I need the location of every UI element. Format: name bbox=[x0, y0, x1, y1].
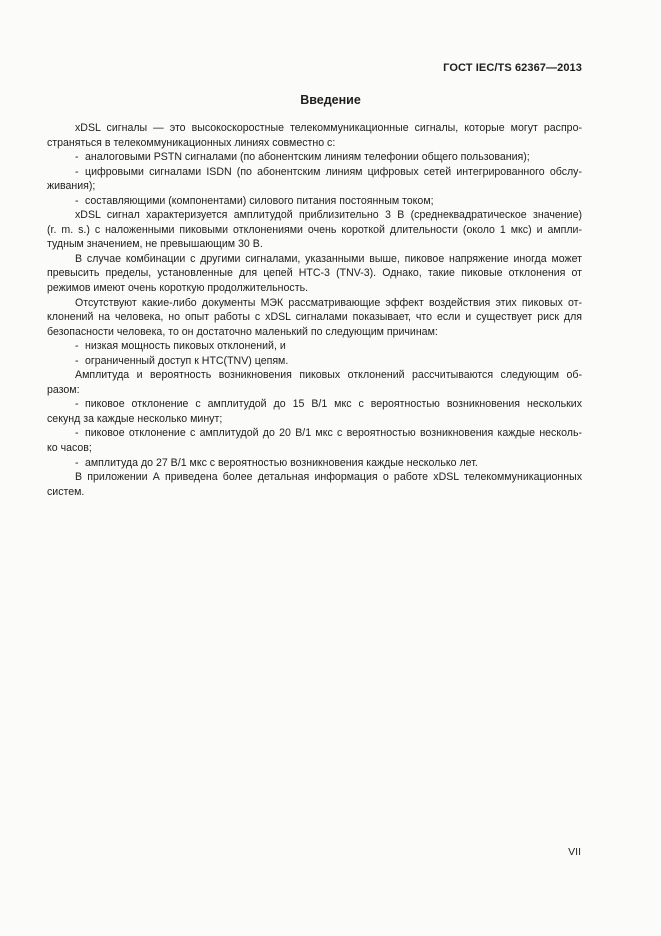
list-item bbox=[47, 339, 582, 354]
standard-designation: ГОСТ IEC/TS 62367—2013 bbox=[443, 62, 582, 74]
list-item-text: низкая мощность пиковых отклонений, и bbox=[85, 340, 286, 353]
list-item bbox=[47, 456, 582, 471]
text-line: безопасности человека, то он достаточно маленький по следующим причинам: bbox=[47, 325, 438, 338]
list-item-text: составляющими (компонентами) силового питания постоянным током; bbox=[85, 194, 434, 207]
text-line: В приложении А приведена более детальная информация о работе xDSL телекоммуникационных bbox=[75, 471, 582, 484]
text-line: (r. m. s.) с наложенными пиковыми отклонениями очень короткой длительности (около 1 мкс) и ампли- bbox=[47, 223, 582, 236]
list-item-text: аналоговыми PSTN сигналами (по абонентским линиям телефонии общего пользования); bbox=[85, 151, 530, 164]
document-body bbox=[47, 121, 582, 499]
text-line: тудным значением, не превышающим 30 В. bbox=[47, 238, 263, 251]
list-item bbox=[47, 397, 582, 412]
bullet-dash: - bbox=[75, 340, 79, 353]
text-line: xDSL сигнал характеризуется амплитудой приблизительно 3 В (среднеквадратическое значение) bbox=[75, 209, 582, 222]
text-line: Отсутствуют какие-либо документы МЭК рассматривающие эффект воздействия этих пиковых от- bbox=[75, 296, 582, 309]
bullet-dash: - bbox=[75, 456, 79, 469]
text-line: систем. bbox=[47, 485, 85, 498]
list-item bbox=[47, 354, 582, 369]
list-item-text: пиковое отклонение с амплитудой до 20 В/1 мкс с вероятностью возникновения каждые несколь- bbox=[85, 427, 582, 440]
bullet-dash: - bbox=[75, 165, 79, 178]
text-line: клонений на человека, но опыт работы с xDSL сигналами показывает, что если и существует риск для bbox=[47, 311, 582, 324]
bullet-dash: - bbox=[75, 151, 79, 164]
list-item-text: ограниченный доступ к НТС(TNV) цепям. bbox=[85, 354, 289, 367]
list-item bbox=[47, 426, 582, 441]
text-line: ко часов; bbox=[47, 442, 92, 455]
text-line: разом: bbox=[47, 383, 80, 396]
bullet-dash: - bbox=[75, 354, 79, 367]
text-line: страняться в телекоммуникационных линиях совместно с: bbox=[47, 136, 336, 149]
text-line: секунд за каждые несколько минут; bbox=[47, 412, 223, 425]
section-title: Введение bbox=[300, 93, 361, 107]
text-line: Амплитуда и вероятность возникновения пиковых отклонений рассчитываются следующим об- bbox=[75, 369, 582, 382]
text-line: В случае комбинации с другими сигналами, указанными выше, пиковое напряжение иногда может bbox=[75, 252, 582, 265]
list-item bbox=[47, 150, 582, 165]
bullet-dash: - bbox=[75, 427, 79, 440]
bullet-dash: - bbox=[75, 398, 79, 411]
list-item-text: пиковое отклонение с амплитудой до 15 В/1 мкс с вероятностью возникновения нескольких bbox=[85, 398, 582, 411]
list-item-text: амплитуда до 27 В/1 мкс с вероятностью возникновения каждые несколько лет. bbox=[85, 456, 478, 469]
text-line: режимов имеют очень короткую продолжительность. bbox=[47, 282, 309, 295]
list-item bbox=[47, 165, 582, 180]
text-line: живания); bbox=[47, 180, 96, 193]
list-item-text: цифровыми сигналами ISDN (по абонентским линиям цифровых сетей интегрированного обслу- bbox=[85, 165, 582, 178]
page-number: VII bbox=[568, 846, 581, 858]
text-line: превысить пределы, установленные для цепей НТС-3 (TNV-3). Однако, такие пиковые отклонения от bbox=[47, 267, 582, 280]
list-item bbox=[47, 194, 582, 209]
bullet-dash: - bbox=[75, 194, 79, 207]
text-line: xDSL сигналы — это высокоскоростные телекоммуникационные сигналы, которые могут распро- bbox=[75, 122, 582, 134]
